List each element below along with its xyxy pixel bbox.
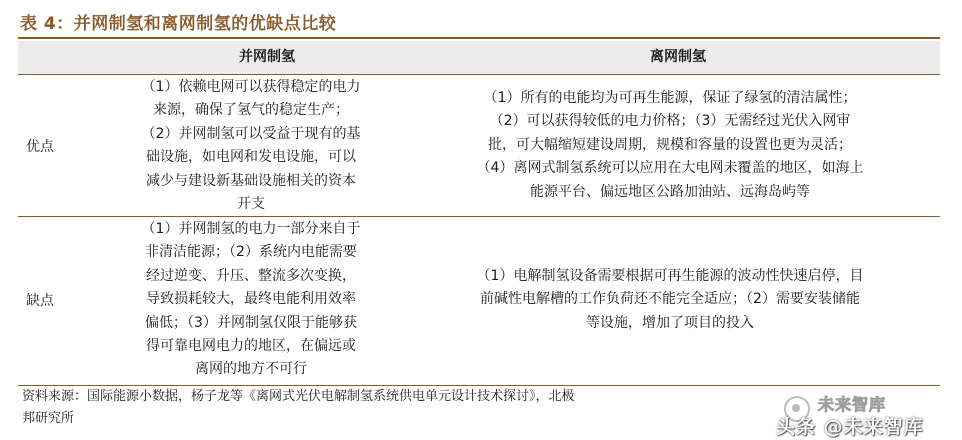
advantages-offgrid-cell [404, 87, 936, 204]
table-title: 表 4：并网制氢和离网制氢的优缺点比较 [20, 14, 337, 34]
disadvantages-offgrid-cell [404, 265, 936, 335]
text-line: 前碱性电解槽的工作负荷还不能完全适应；（2）需要安装储能 [480, 291, 860, 308]
row-rule [18, 216, 940, 217]
text-line: 等设施，增加了项目的投入 [586, 314, 754, 331]
top-rule [18, 37, 940, 39]
source-line: 资料来源：国际能源小数据，杨子龙等《离网式光伏电解制氢系统供电单元设计技术探讨》，北极 [22, 389, 575, 404]
text-line: 经过逆变、升压、整流多次变换， [146, 267, 356, 284]
text-line: 非清洁能源；（2）系统内电能需要 [145, 244, 357, 261]
source-line: 邦研究所 [22, 411, 75, 426]
row-label-advantages: 优点 [26, 139, 54, 155]
text-line: （2）并网制氢可以受益于现有的基 [141, 125, 361, 142]
text-line: 能源平台、偏远地区公路加油站、远海岛屿等 [530, 183, 810, 200]
text-line: （1）依赖电网可以获得稳定的电力 [141, 79, 361, 95]
text-line: （1）所有的电能均为可再生能源，保证了绿氢的清洁属性； [483, 90, 857, 106]
table-header [18, 41, 940, 74]
watermark-top: 未来智库 [818, 395, 887, 414]
header-grid-connected: 并网制氢 [239, 49, 295, 65]
text-line: 来源，确保了氢气的稳定生产； [153, 102, 349, 119]
watermark-bottom: 头条 @未来智库 [776, 416, 924, 438]
header-rule [18, 74, 940, 75]
header-off-grid: 离网制氢 [650, 49, 706, 65]
watermark [776, 392, 956, 436]
text-line: 离网的地方不可行 [195, 361, 307, 378]
text-line: 得可靠电网电力的地区，在偏远或 [146, 338, 356, 355]
row-label-disadvantages: 缺点 [26, 293, 54, 309]
source-note [22, 386, 575, 430]
advantages-grid-cell [104, 76, 398, 216]
text-line: （4）离网式制氢系统可以应用在大电网未覆盖的地区，如海上 [476, 160, 864, 177]
text-line: 批，可大幅缩短建设周期，规模和容量的设置也更为灵活； [488, 136, 852, 153]
text-line: （1）并网制氢的电力一部分来自于 [141, 221, 361, 237]
text-line: （2）可以获得较低的电力价格；（3）无需经过光伏入网审 [489, 113, 851, 130]
text-line: 开支 [237, 196, 265, 213]
text-line: 导致损耗较大，最终电能利用效率 [146, 291, 356, 308]
disadvantages-grid-cell [104, 218, 398, 382]
text-line: （1）电解制氢设备需要根据可再生能源的波动性快速启停，目 [476, 268, 864, 284]
text-line: 础设施，如电网和发电设施，可以 [146, 149, 356, 166]
text-line: 偏低；（3）并网制氢仅限于能够获 [145, 314, 357, 331]
text-line: 减少与建设新基础设施相关的资本 [146, 172, 356, 189]
